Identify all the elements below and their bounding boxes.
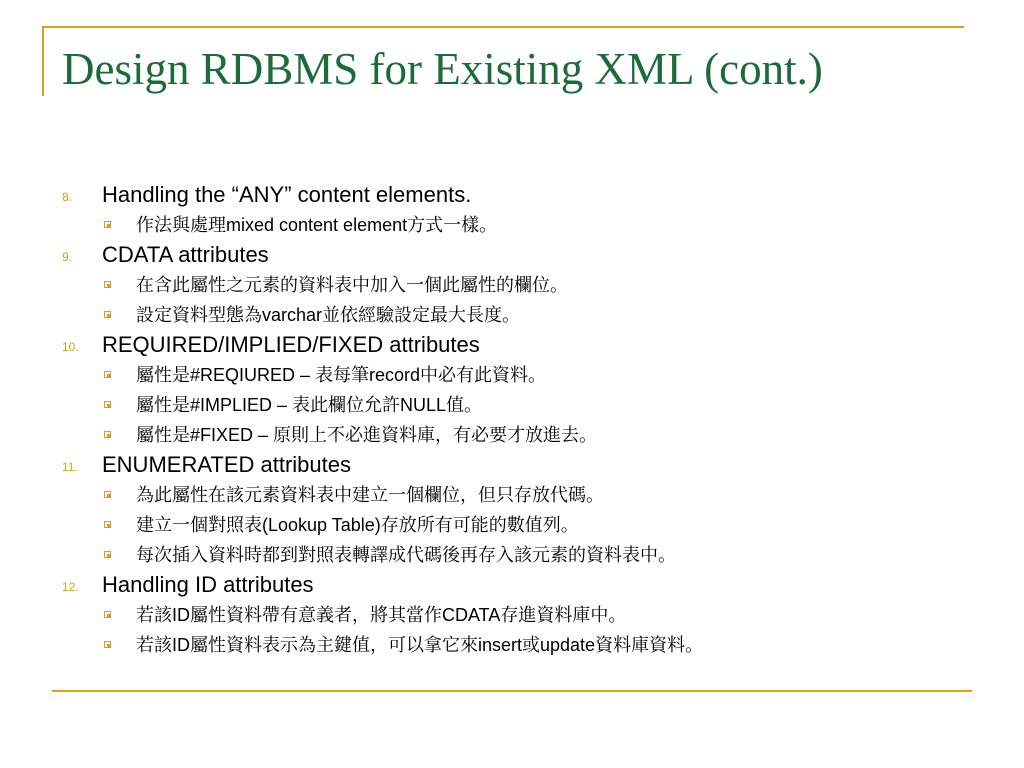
sub-list-item (0, 630, 1024, 660)
sub-list-item-label: 在含此屬性之元素的資料表中加入一個此屬性的欄位。 (136, 275, 568, 295)
square-bullet-icon (104, 311, 111, 318)
list-number: 11. (62, 460, 78, 474)
sub-list-item-label: 設定資料型態為varchar並依經驗設定最大長度。 (136, 305, 521, 325)
square-bullet-icon (104, 641, 111, 648)
list-item-label: Handling ID attributes (102, 572, 314, 597)
list-item (0, 570, 1024, 600)
sub-list-item (0, 540, 1024, 570)
sub-list-item-label: 作法與處理mixed content element方式一樣。 (136, 215, 498, 235)
footer-rule (52, 690, 972, 692)
square-bullet-icon (104, 551, 111, 558)
list-number: 8. (62, 190, 73, 204)
title-corner-rule-vertical (42, 26, 44, 96)
sub-list-item (0, 360, 1024, 390)
square-bullet-icon (104, 221, 111, 228)
list-item-label: ENUMERATED attributes (102, 452, 351, 477)
sub-list-item-label: 屬性是#REQIURED – 表每筆record中必有此資料。 (136, 365, 547, 385)
sub-list-item-label: 每次插入資料時都到對照表轉譯成代碼後再存入該元素的資料表中。 (136, 545, 676, 565)
sub-list-item (0, 270, 1024, 300)
square-bullet-icon (104, 491, 111, 498)
square-bullet-icon (104, 281, 111, 288)
sub-list-item-label: 若該ID屬性資料表示為主鍵值，可以拿它來insert或update資料庫資料。 (136, 635, 704, 655)
square-bullet-icon (104, 521, 111, 528)
slide-title: Design RDBMS for Existing XML (cont.) (62, 44, 823, 94)
list-item (0, 240, 1024, 270)
sub-list-item (0, 390, 1024, 420)
sub-list-item (0, 600, 1024, 630)
sub-list-item (0, 480, 1024, 510)
list-item (0, 180, 1024, 210)
sub-list-item-label: 為此屬性在該元素資料表中建立一個欄位，但只存放代碼。 (136, 485, 604, 505)
list-item (0, 330, 1024, 360)
slide-body (0, 180, 1024, 660)
list-number: 10. (62, 340, 79, 354)
list-item-label: REQUIRED/IMPLIED/FIXED attributes (102, 332, 480, 357)
sub-list-item-label: 屬性是#IMPLIED – 表此欄位允許NULL值。 (136, 395, 483, 415)
list-number: 12. (62, 580, 79, 594)
square-bullet-icon (104, 611, 111, 618)
sub-list-item-label: 建立一個對照表(Lookup Table)存放所有可能的數值列。 (136, 515, 579, 535)
square-bullet-icon (104, 371, 111, 378)
list-item-label: Handling the “ANY” content elements. (102, 182, 472, 207)
square-bullet-icon (104, 401, 111, 408)
list-number: 9. (62, 250, 73, 264)
square-bullet-icon (104, 431, 111, 438)
sub-list-item (0, 420, 1024, 450)
sub-list-item (0, 210, 1024, 240)
sub-list-item (0, 300, 1024, 330)
list-item-label: CDATA attributes (102, 242, 269, 267)
title-corner-rule-horizontal (42, 26, 964, 28)
sub-list-item-label: 若該ID屬性資料帶有意義者，將其當作CDATA存進資料庫中。 (136, 605, 627, 625)
sub-list-item (0, 510, 1024, 540)
list-item (0, 450, 1024, 480)
sub-list-item-label: 屬性是#FIXED – 原則上不必進資料庫，有必要才放進去。 (136, 425, 598, 445)
